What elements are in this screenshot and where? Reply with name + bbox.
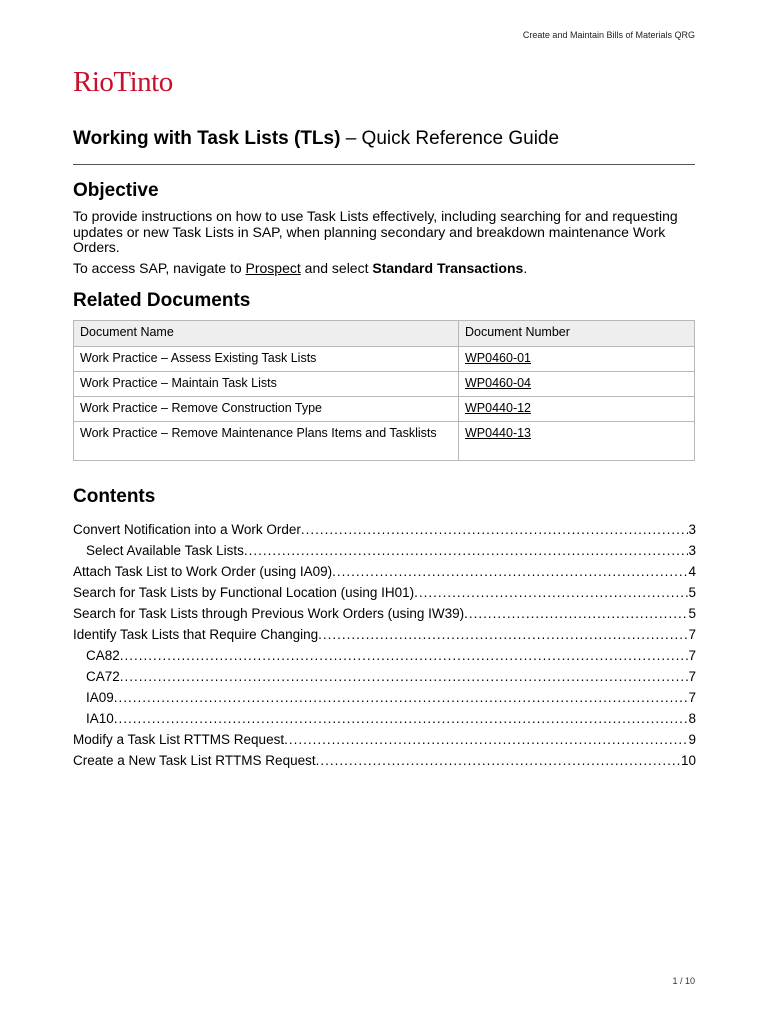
toc-page-number: 7 [688,648,696,663]
rio-tinto-logo: RioTinto [73,66,173,98]
toc-entry-text: IA09 [86,690,114,705]
toc-leader [114,690,689,705]
toc-page-number: 8 [688,711,696,726]
toc-entry[interactable] [73,648,696,669]
toc-page-number: 3 [688,543,696,558]
toc-entry[interactable] [73,606,696,627]
toc-leader [318,627,688,642]
table-row [74,397,695,422]
table-row [74,347,695,372]
document-name-cell: Work Practice – Remove Maintenance Plans Items and Tasklists [74,422,459,461]
access-middle: and select [300,260,373,276]
toc-entry[interactable] [73,732,696,753]
document-name-cell: Work Practice – Maintain Task Lists [74,372,459,397]
toc-page-number: 4 [688,564,696,579]
toc-page-number: 10 [680,753,696,768]
toc-page-number: 3 [688,522,696,537]
toc-entry[interactable] [73,543,696,564]
access-prefix: To access SAP, navigate to [73,260,246,276]
toc-entry[interactable] [73,627,696,648]
toc-leader [301,522,689,537]
toc-page-number: 9 [688,732,696,747]
toc-entry[interactable] [73,669,696,690]
contents-heading: Contents [73,486,156,507]
toc-leader [120,669,689,684]
document-name-cell: Work Practice – Assess Existing Task Lists [74,347,459,372]
toc-page-number: 7 [688,627,696,642]
access-suffix: . [523,260,528,276]
toc-entry[interactable] [73,564,696,585]
prospect-link[interactable]: Prospect [245,260,301,276]
toc-entry-text: Attach Task List to Work Order (using IA09) [73,564,333,579]
title-bold: Working with Task Lists (TLs) [73,128,341,149]
related-documents-table [73,320,695,461]
objective-heading: Objective [73,180,159,201]
document-number-link[interactable]: WP0460-04 [459,372,695,397]
title-rest: – Quick Reference Guide [340,128,560,149]
toc-entry-text: Search for Task Lists by Functional Location (using IH01) [73,585,415,600]
toc-entry-text: Identify Task Lists that Require Changing [73,627,319,642]
access-paragraph [73,261,698,277]
table-header-row [74,321,695,347]
toc-entry-text: Modify a Task List RTTMS Request [73,732,285,747]
toc-entry[interactable] [73,753,696,774]
table-of-contents [73,522,696,774]
toc-entry[interactable] [73,522,696,543]
running-header: Create and Maintain Bills of Materials QRG [522,30,695,40]
related-documents-heading: Related Documents [73,290,251,311]
column-header-document-number: Document Number [459,321,695,347]
document-number-link[interactable]: WP0440-13 [459,422,695,461]
objective-paragraph: To provide instructions on how to use Task Lists effectively, including searching for and requesting updates or new Task Lists in SAP, when planning secondary and breakdown maintenance Work Orders. [73,208,678,255]
page-title [73,128,559,150]
title-divider [73,164,695,165]
table-row [74,372,695,397]
toc-entry-text: CA82 [86,648,120,663]
toc-leader [332,564,688,579]
toc-page-number: 7 [688,690,696,705]
toc-leader [464,606,688,621]
toc-entry-text: CA72 [86,669,120,684]
toc-page-number: 5 [688,606,696,621]
document-number-link[interactable]: WP0440-12 [459,397,695,422]
toc-leader [114,711,689,726]
toc-leader [284,732,688,747]
toc-leader [414,585,688,600]
toc-entry[interactable] [73,690,696,711]
document-name-cell: Work Practice – Remove Construction Type [74,397,459,422]
toc-leader [244,543,689,558]
toc-page-number: 7 [688,669,696,684]
toc-entry-text: Search for Task Lists through Previous Work Orders (using IW39) [73,606,465,621]
page-number: 1 / 10 [672,976,695,986]
standard-transactions-text: Standard Transactions [372,260,524,276]
toc-entry-text: Convert Notification into a Work Order [73,522,301,537]
toc-entry[interactable] [73,585,696,606]
table-row [74,422,695,461]
toc-entry-text: Create a New Task List RTTMS Request [73,753,316,768]
toc-page-number: 5 [688,585,696,600]
column-header-document-name: Document Name [74,321,459,347]
toc-entry[interactable] [73,711,696,732]
document-number-link[interactable]: WP0460-01 [459,347,695,372]
toc-leader [120,648,689,663]
toc-leader [316,753,681,768]
toc-entry-text: IA10 [86,711,114,726]
toc-entry-text: Select Available Task Lists [86,543,244,558]
